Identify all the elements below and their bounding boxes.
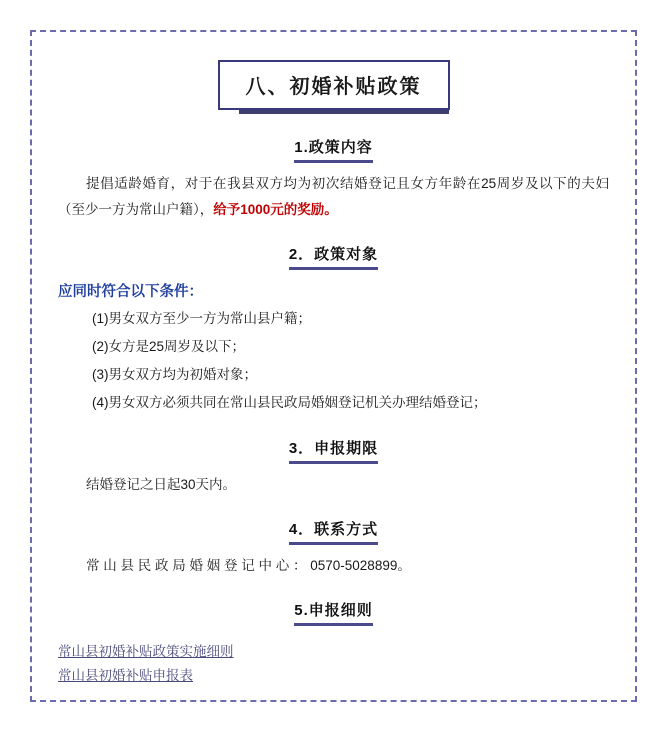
- document-title-block: [58, 60, 609, 110]
- policy-content-paragraph: [58, 171, 609, 223]
- application-period-paragraph: 结婚登记之日起30天内。: [86, 477, 237, 492]
- document-body: [32, 32, 635, 698]
- policy-content-text: 提倡适龄婚育，对于在我县双方均为初次结婚登记且女方年龄在25周岁及以下的夫妇（至少一方为常山户籍），: [58, 176, 609, 217]
- policy-content-highlight: 给予1000元的奖励。: [213, 202, 338, 217]
- section-heading-contact: [58, 518, 609, 545]
- link-implementation-rules[interactable]: 常山县初婚补贴政策实施细则: [58, 644, 234, 659]
- conditions-list: [58, 305, 609, 417]
- conditions-title: 应同时符合以下条件：: [58, 284, 203, 300]
- contact-paragraph: 常 山 县 民 政 局 婚 姻 登 记 中 心 ： 0570-5028899。: [86, 558, 411, 573]
- section-heading-application-rules: [58, 599, 609, 626]
- attachment-links: [58, 640, 609, 688]
- section-heading-label: 3．申报期限: [289, 437, 378, 464]
- section-heading-application-period: [58, 437, 609, 464]
- list-item: (1)男女双方至少一方为常山县户籍；: [92, 311, 311, 326]
- section-heading-policy-target: [58, 243, 609, 270]
- list-item: (4)男女双方必须共同在常山县民政局婚姻登记机关办理结婚登记；: [92, 395, 487, 410]
- list-item: (3)男女双方均为初婚对象；: [92, 367, 257, 382]
- list-item: (2)女方是25周岁及以下；: [92, 339, 246, 354]
- page-title: 八、初婚补贴政策: [245, 76, 422, 98]
- document-page: [30, 30, 637, 702]
- title-box: [218, 60, 450, 110]
- section-heading-label: 5.申报细则: [294, 599, 373, 626]
- section-heading-label: 2．政策对象: [289, 243, 378, 270]
- link-application-form[interactable]: 常山县初婚补贴申报表: [58, 668, 193, 683]
- section-heading-policy-content: [58, 136, 609, 163]
- section-heading-label: 1.政策内容: [294, 136, 373, 163]
- section-heading-label: 4．联系方式: [289, 518, 378, 545]
